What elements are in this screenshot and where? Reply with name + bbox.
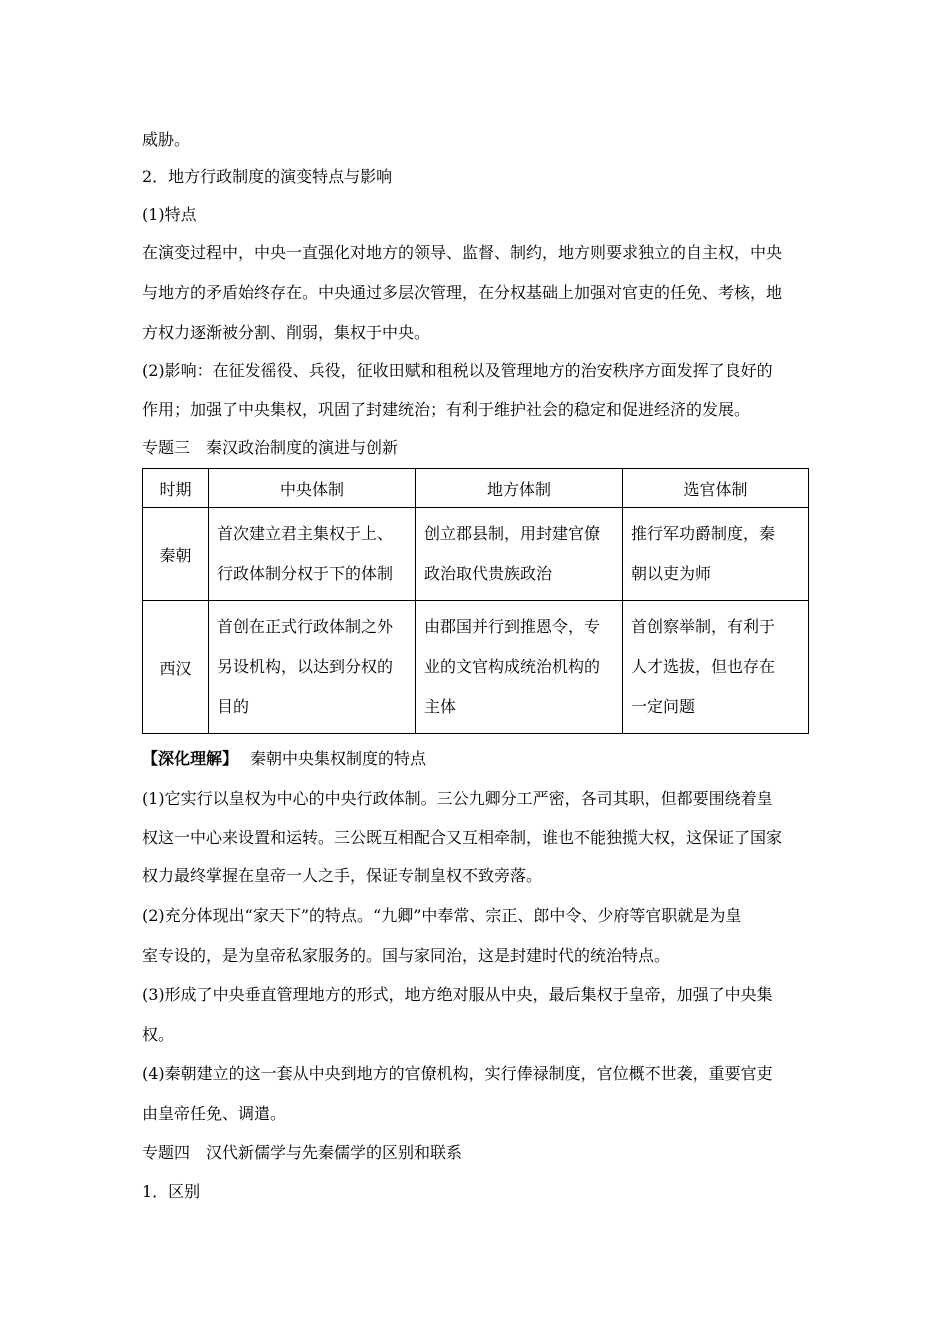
cell-line: 人才选拔，但也存在 [631,657,776,676]
subheading: (1)特点 [142,205,197,224]
cell-line: 推行军功爵制度，秦 [631,524,776,543]
cell-line: 由郡国并行到推恩令，专 [424,617,601,636]
topic-heading: 专题四 汉代新儒学与先秦儒学的区别和联系 [142,1143,463,1162]
paragraph-line: 权这一中心来设置和运转。三公既互相配合又互相牵制，谁也不能独揽大权，这保证了国家 [142,828,783,847]
deepen-heading [142,749,810,769]
paragraph-line: 威胁。 [142,130,191,149]
paragraph-line: 方权力逐渐被分割、削弱，集权于中央。 [142,323,431,342]
paragraph-line: 与地方的矛盾始终存在。中央通过多层次管理，在分权基础上加强对官吏的任免、考核，地 [142,283,783,302]
table-header-row [143,469,809,508]
header-local: 地方体制 [416,469,623,508]
topic-heading: 专题三 秦汉政治制度的演进与创新 [142,438,399,457]
paragraph-line: 权。 [142,1025,175,1044]
selection-cell [623,508,809,601]
cell-line: 创立郡县制，用封建官僚 [424,524,601,543]
table-row [143,508,809,601]
central-cell [209,508,416,601]
paragraph-line: 由皇帝任免、调遣。 [142,1104,287,1123]
political-system-table [142,468,809,734]
deepen-title: 秦朝中央集权制度的特点 [250,749,427,768]
local-cell [416,601,623,734]
paragraph-line: 在演变过程中，中央一直强化对地方的领导、监督、制约，地方则要求独立的自主权，中央 [142,243,783,262]
cell-line: 业的文官构成统治机构的 [424,657,601,676]
cell-line: 目的 [217,697,250,716]
cell-line: 行政体制分权于下的体制 [217,564,394,583]
header-period: 时期 [143,469,209,508]
local-cell [416,508,623,601]
cell-line: 一定问题 [631,697,696,716]
header-selection: 选官体制 [623,469,809,508]
paragraph-line: 室专设的，是为皇帝私家服务的。国与家同治，这是封建时代的统治特点。 [142,946,671,965]
header-central: 中央体制 [209,469,416,508]
section-heading: 2．地方行政制度的演变特点与影响 [142,167,393,186]
cell-line: 朝以吏为师 [631,564,712,583]
deepen-tag: 【深化理解】 [142,749,239,768]
cell-line: 另设机构，以达到分权的 [217,657,394,676]
cell-line: 首创察举制，有利于 [631,617,776,636]
selection-cell [623,601,809,734]
cell-line: 政治取代贵族政治 [424,564,553,583]
paragraph-line: (1)它实行以皇权为中心的中央行政体制。三公九卿分工严密，各司其职，但都要围绕着皇 [142,789,773,808]
table-row [143,601,809,734]
cell-line: 主体 [424,697,457,716]
section-heading: 1．区别 [142,1182,201,1201]
cell-line: 首创在正式行政体制之外 [217,617,394,636]
paragraph-line: (3)形成了中央垂直管理地方的形式，地方绝对服从中央，最后集权于皇帝，加强了中央集 [142,985,773,1004]
paragraph-line: (2)影响：在征发徭役、兵役，征收田赋和租税以及管理地方的治安秩序方面发挥了良好的 [142,361,773,380]
central-cell [209,601,416,734]
cell-line: 首次建立君主集权于上、 [217,524,394,543]
paragraph-line: 权力最终掌握在皇帝一人之手，保证专制皇权不致旁落。 [142,866,543,885]
paragraph-line: (4)秦朝建立的这一套从中央到地方的官僚机构，实行俸禄制度，官位概不世袭，重要官吏 [142,1064,773,1083]
period-cell: 秦朝 [143,508,209,601]
paragraph-line: (2)充分体现出“家天下”的特点。“九卿”中奉常、宗正、郎中令、少府等官职就是为皇 [142,906,742,925]
period-cell: 西汉 [143,601,209,734]
paragraph-line: 作用；加强了中央集权，巩固了封建统治；有利于维护社会的稳定和促进经济的发展。 [142,400,751,419]
